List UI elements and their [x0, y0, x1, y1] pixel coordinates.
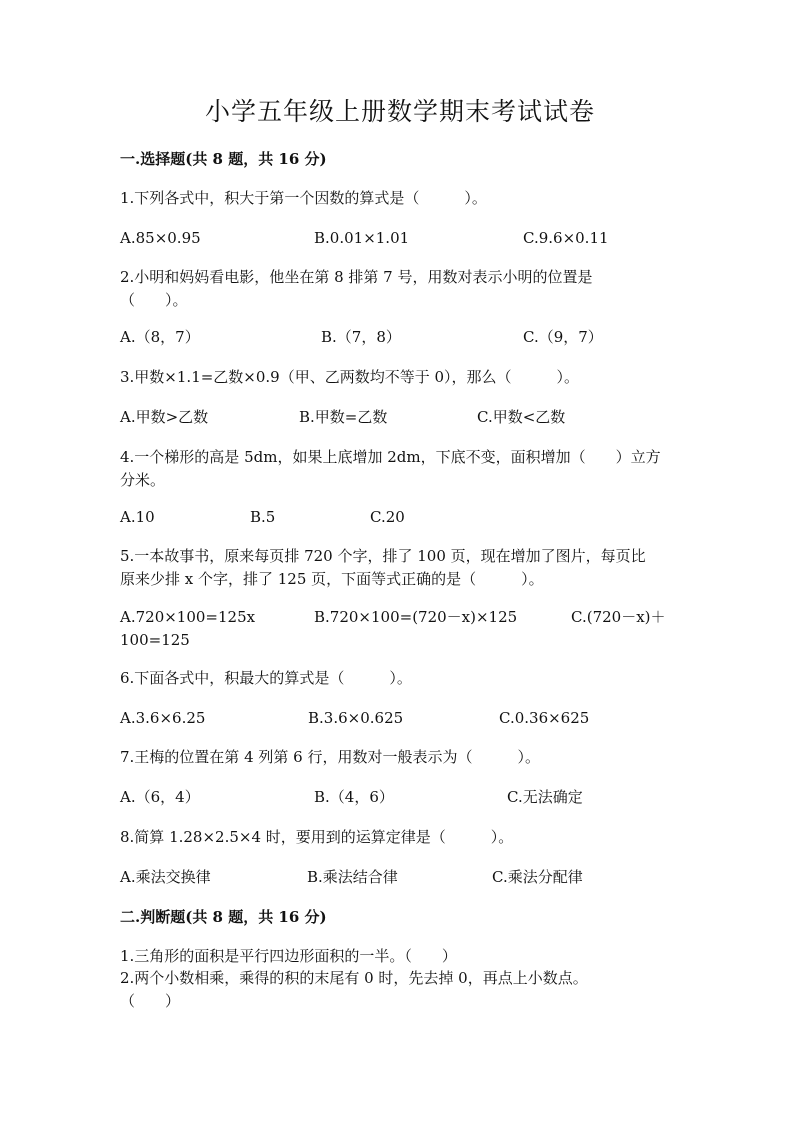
judgement-2-line-2: （ ） — [120, 992, 181, 1010]
question-1-options — [120, 227, 685, 250]
question-7: 7.王梅的位置在第 4 列第 6 行，用数对一般表示为（ ）。 — [120, 748, 540, 766]
option-b: B.3.6×0.625 — [308, 709, 404, 727]
judgement-1: 1.三角形的面积是平行四边形面积的一半。（ ） — [120, 947, 457, 965]
option-a: A.85×0.95 — [120, 229, 201, 247]
question-6-options — [120, 707, 685, 730]
question-2-line-2: （ ）。 — [120, 291, 188, 309]
question-4-line-2: 分米。 — [120, 471, 166, 489]
option-a: A.（8，7） — [120, 328, 200, 346]
question-2-line-1: 2.小明和妈妈看电影，他坐在第 8 排第 7 号，用数对表示小明的位置是 — [120, 268, 593, 286]
question-6: 6.下面各式中，积最大的算式是（ ）。 — [120, 669, 412, 687]
question-5-option-c-continued: 100=125 — [120, 631, 190, 649]
question-7-options — [120, 786, 685, 809]
option-b: B.（4，6） — [314, 788, 394, 806]
question-4-options — [120, 506, 685, 529]
question-4-line-1: 4.一个梯形的高是 5dm，如果上底增加 2dm，下底不变，面积增加（ ）立方 — [120, 448, 661, 466]
option-b: B.5 — [250, 508, 276, 526]
option-c: C.无法确定 — [507, 788, 583, 806]
question-3-options — [120, 406, 685, 429]
option-c: C.(720－x)＋ — [571, 608, 666, 626]
page-title: 小学五年级上册数学期末考试试卷 — [204, 97, 595, 126]
option-b: B.乘法结合律 — [307, 868, 398, 886]
question-2-options — [120, 326, 685, 349]
question-1: 1.下列各式中，积大于第一个因数的算式是（ ）。 — [120, 189, 487, 207]
question-8: 8.简算 1.28×2.5×4 时，要用到的运算定律是（ ）。 — [120, 828, 514, 846]
section-heading-choice: 一.选择题(共 8 题，共 16 分) — [120, 150, 327, 168]
option-a: A.720×100=125x — [120, 608, 256, 626]
question-5-line-1: 5.一本故事书，原来每页排 720 个字，排了 100 页，现在增加了图片，每页比 — [120, 547, 646, 565]
question-5-line-2: 原来少排 x 个字，排了 125 页，下面等式正确的是（ ）。 — [120, 570, 544, 588]
option-b: B.720×100=(720－x)×125 — [314, 608, 518, 626]
question-8-options — [120, 866, 685, 889]
option-a: A.（6，4） — [120, 788, 200, 806]
judgement-2-line-1: 2.两个小数相乘，乘得的积的末尾有 0 时，先去掉 0，再点上小数点。 — [120, 969, 588, 987]
question-3: 3.甲数×1.1=乙数×0.9（甲、乙两数均不等于 0），那么（ ）。 — [120, 368, 580, 386]
option-c: C.甲数<乙数 — [477, 408, 566, 426]
question-5-options — [120, 606, 685, 629]
option-a: A.甲数>乙数 — [120, 408, 209, 426]
option-c: C.（9，7） — [523, 328, 603, 346]
section-heading-judgement: 二.判断题(共 8 题，共 16 分) — [120, 908, 327, 926]
option-c: C.乘法分配律 — [492, 868, 583, 886]
option-c: C.9.6×0.11 — [523, 229, 609, 247]
option-a: A.3.6×6.25 — [120, 709, 206, 727]
option-b: B.0.01×1.01 — [314, 229, 410, 247]
option-c: C.20 — [370, 508, 405, 526]
option-a: A.乘法交换律 — [120, 868, 211, 886]
option-c: C.0.36×625 — [499, 709, 590, 727]
option-b: B.甲数=乙数 — [299, 408, 388, 426]
option-b: B.（7，8） — [321, 328, 401, 346]
option-a: A.10 — [120, 508, 155, 526]
